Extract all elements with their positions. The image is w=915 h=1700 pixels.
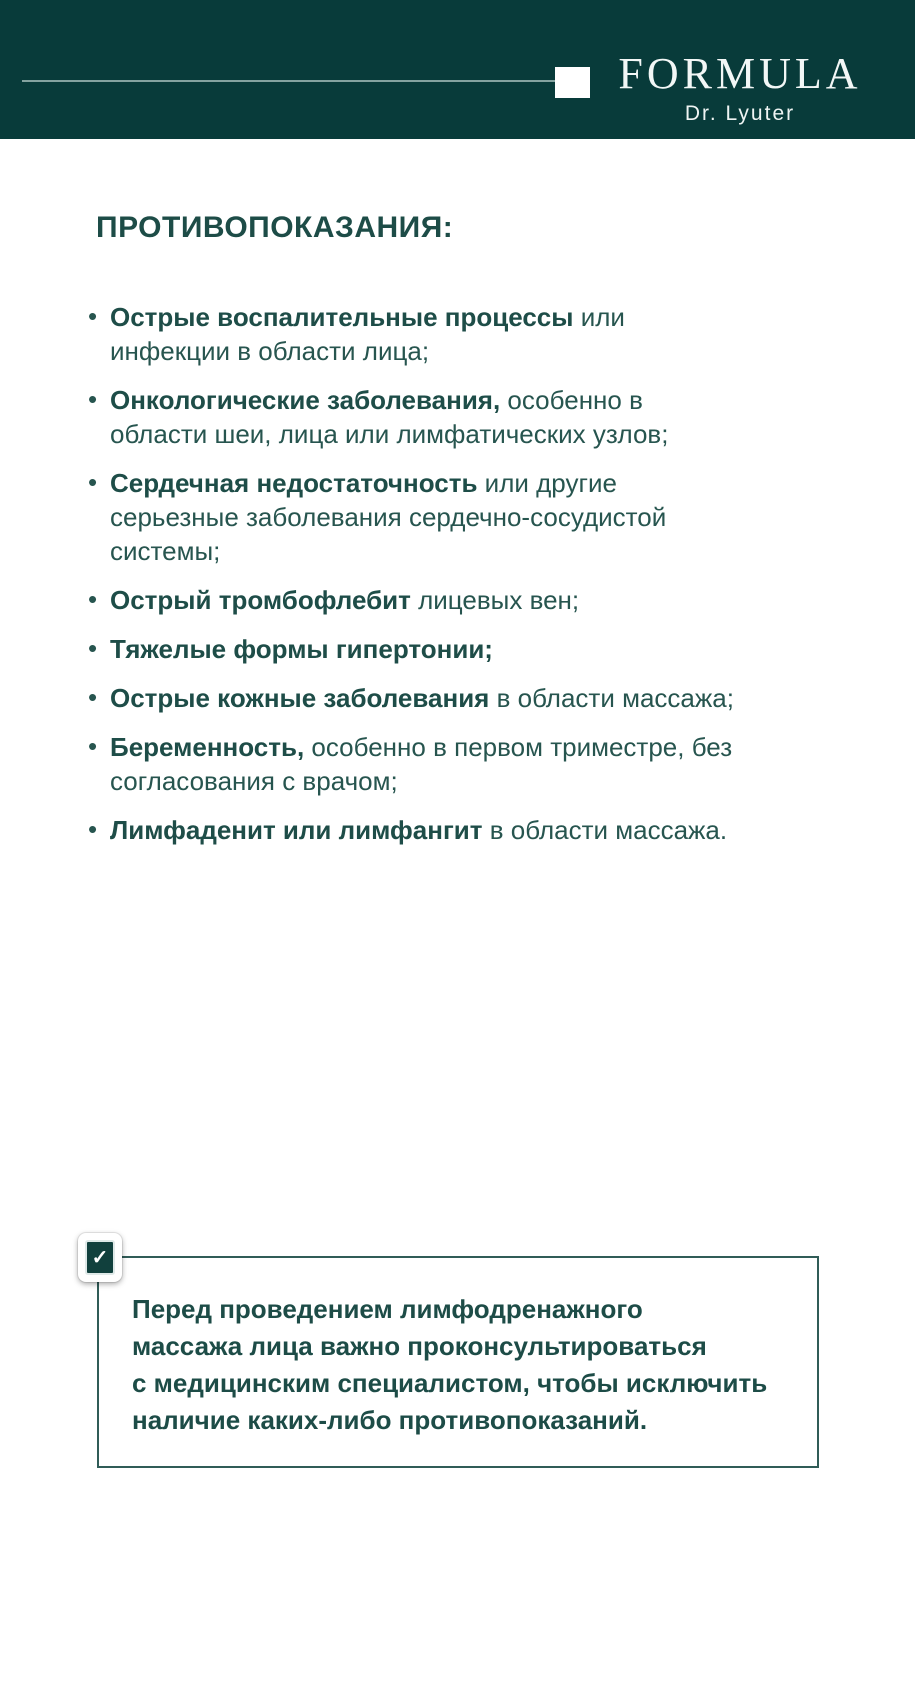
checkbox[interactable] (78, 1233, 122, 1282)
list-item-rest: лицевых вен; (410, 585, 580, 615)
list-item (88, 632, 736, 666)
list-item-lead: Лимфаденит или лимфангит (110, 815, 483, 845)
list-item-lead: Тяжелые формы гипертонии; (110, 634, 493, 664)
advisory-note-text (132, 1291, 792, 1439)
list-item-lead: Острые кожные заболевания (110, 683, 490, 713)
white-square-mark-icon (555, 67, 590, 98)
note-line: Перед проведением лимфодренажного (132, 1294, 643, 1324)
list-item-rest: в области массажа. (482, 815, 728, 845)
contraindications-list (88, 300, 736, 862)
page-title: ПРОТИВОПОКАЗАНИЯ: (96, 211, 454, 244)
list-item (88, 730, 736, 798)
list-item-rest: или другие серьезные заболевания сердечно-сосудистой системы; (110, 468, 667, 566)
list-item-rest: особенно в первом триместре, без согласования с врачом; (110, 732, 733, 796)
note-line: наличие каких-либо противопоказаний. (132, 1405, 648, 1435)
list-item (88, 466, 736, 568)
note-line: массажа лица важно проконсультироваться (132, 1331, 707, 1361)
list-item-lead: Сердечная недостаточность (110, 468, 478, 498)
list-item (88, 383, 736, 451)
list-item-rest: в области массажа; (489, 683, 734, 713)
header-divider-line (22, 80, 555, 82)
list-item-rest: особенно в области шеи, лица или лимфатических узлов; (110, 385, 669, 449)
check-icon: ✓ (85, 1240, 115, 1275)
advisory-note-box (91, 1246, 819, 1468)
list-item (88, 583, 736, 617)
list-item (88, 813, 736, 847)
brand-header (0, 0, 915, 139)
brand-wordmark: FORMULA (618, 49, 862, 98)
list-item-lead: Беременность, (110, 732, 305, 762)
list-item-lead: Онкологические заболевания, (110, 385, 501, 415)
list-item (88, 300, 736, 368)
list-item-lead: Острые воспалительные процессы (110, 302, 574, 332)
note-line: с медицинским специалистом, чтобы исключить (132, 1368, 768, 1398)
list-item (88, 681, 736, 715)
list-item-rest: или инфекции в области лица; (110, 302, 625, 366)
list-item-lead: Острый тромбофлебит (110, 585, 411, 615)
brand-subtitle: Dr. Lyuter (684, 102, 796, 125)
